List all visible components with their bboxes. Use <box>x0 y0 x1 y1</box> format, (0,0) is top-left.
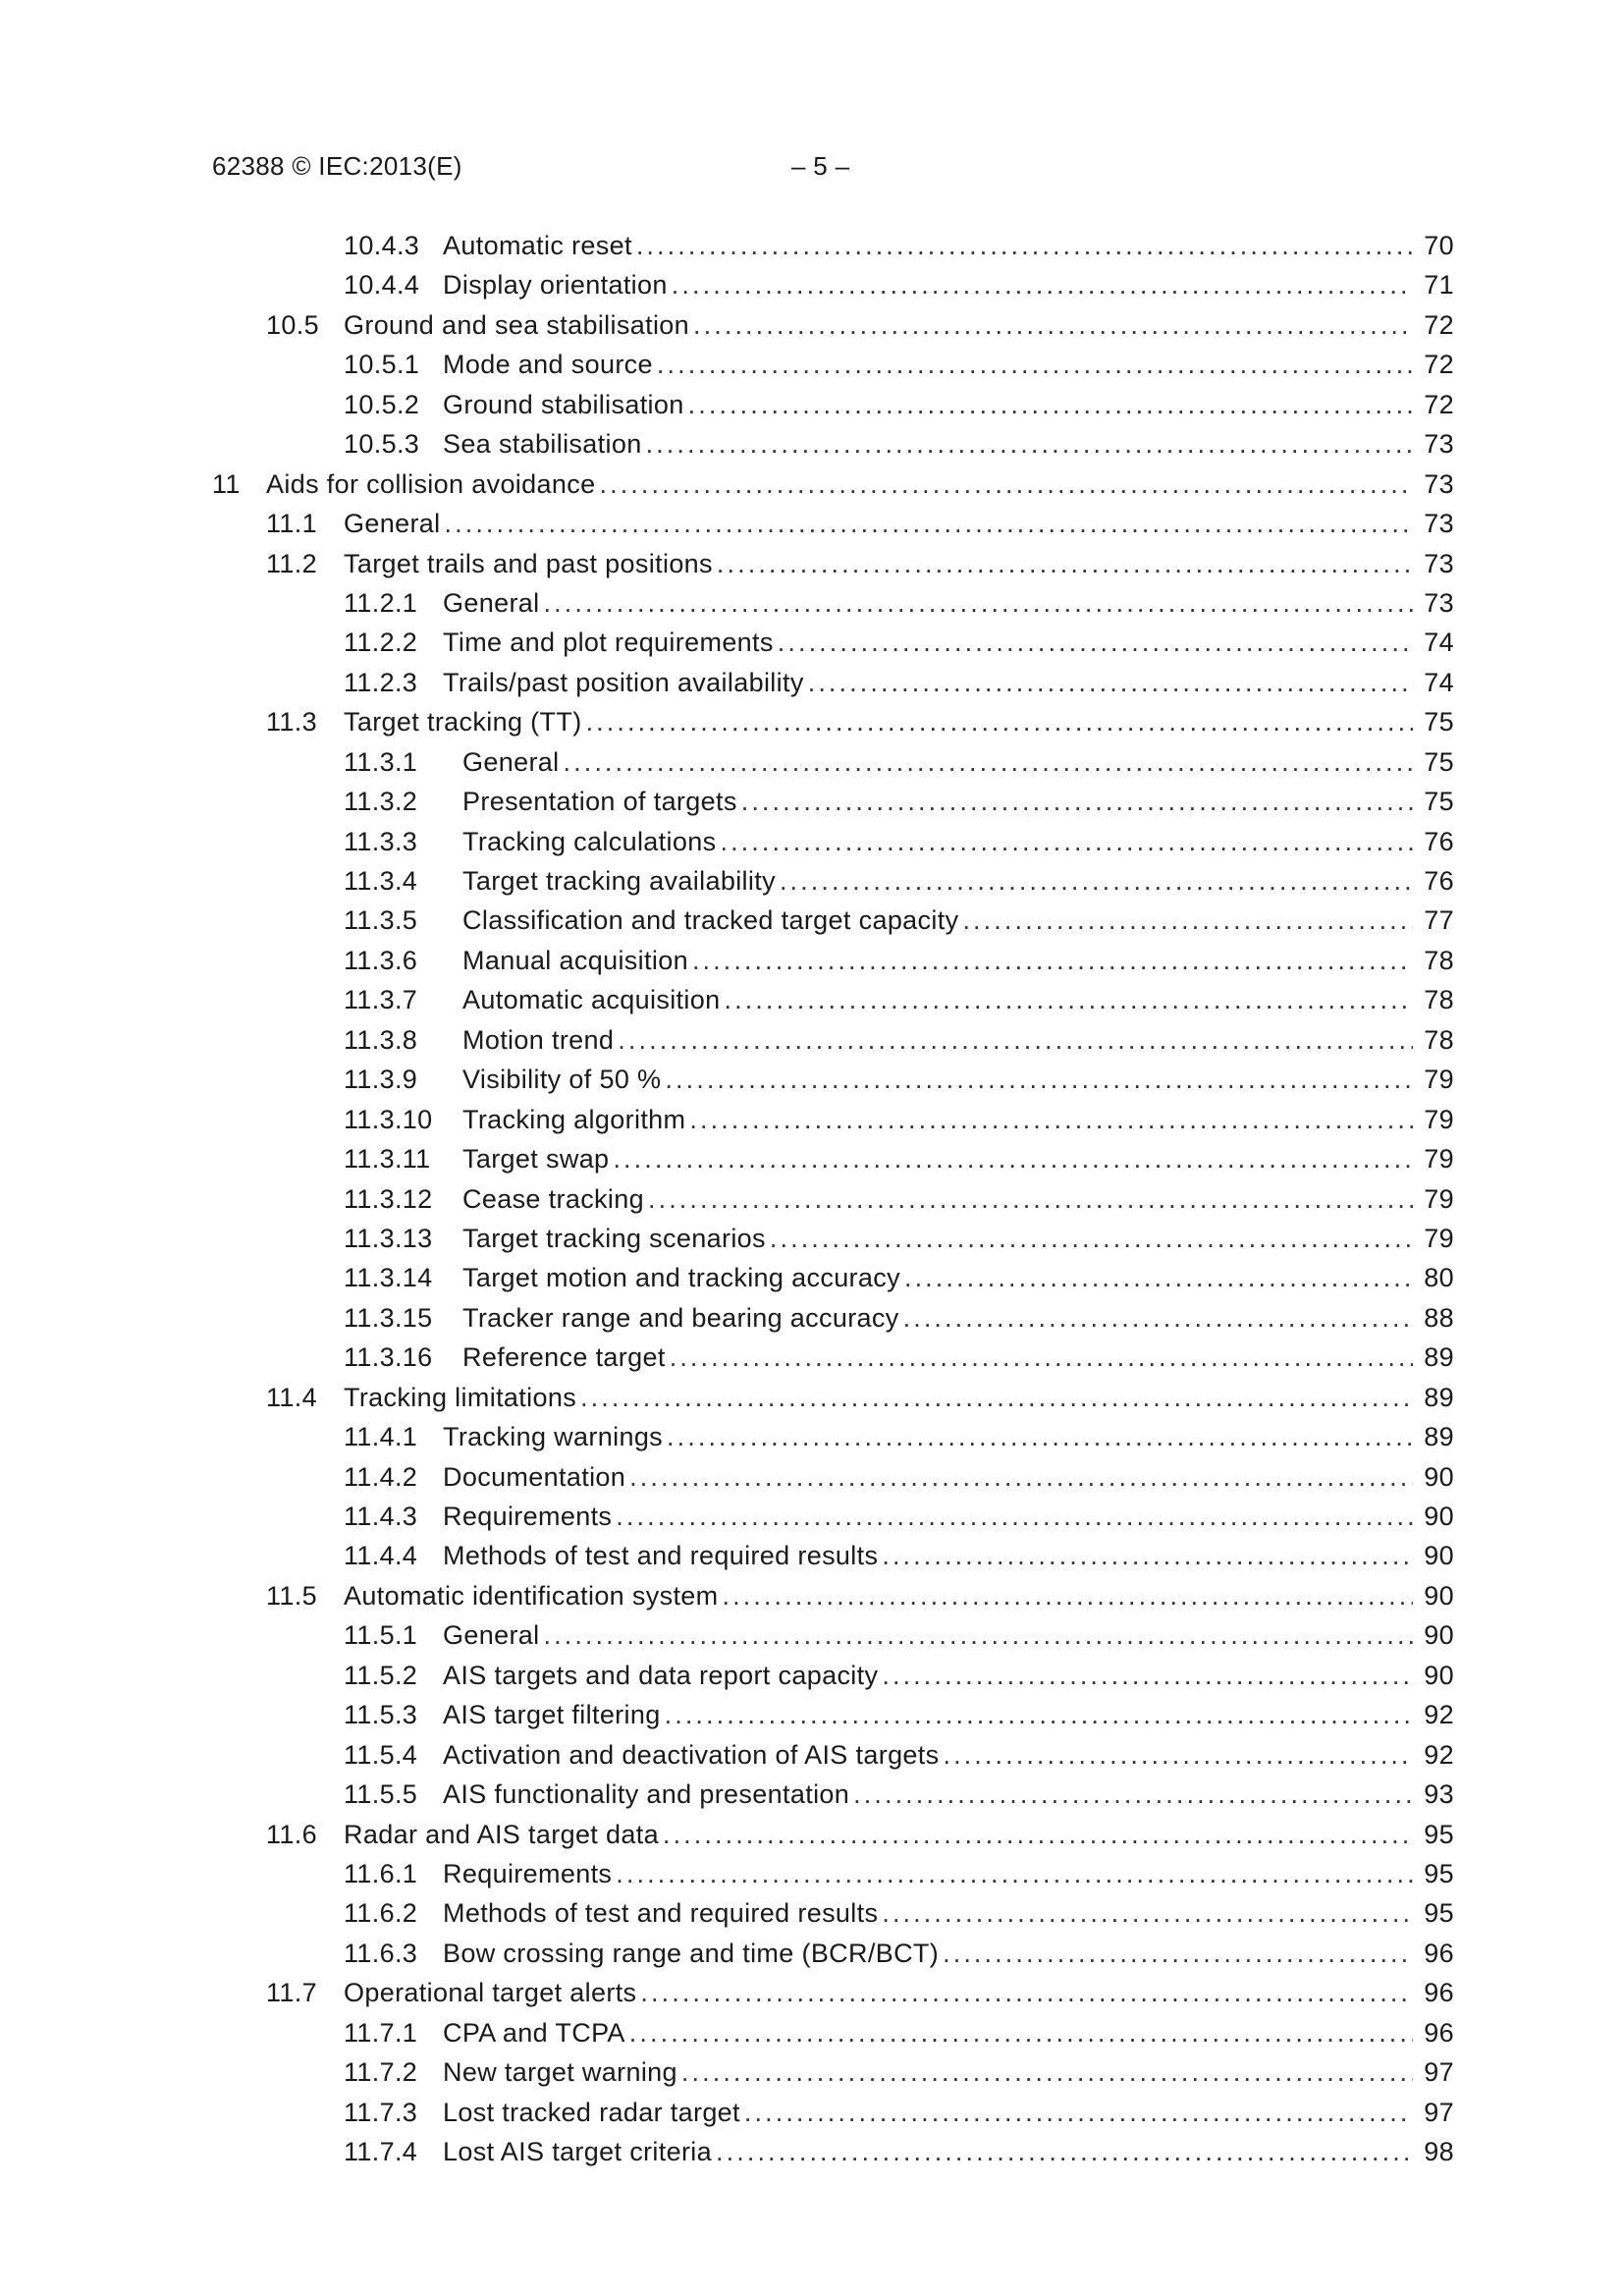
toc-entry-page: 78 <box>1413 980 1454 1019</box>
dot-leader <box>564 742 1413 782</box>
toc-entry-title: New target warning <box>443 2052 681 2092</box>
toc-entry[interactable] <box>212 1893 1454 1933</box>
toc-entry-title: Methods of test and required results <box>443 1536 882 1575</box>
toc-entry-number: 11.3.10 <box>344 1104 433 1134</box>
toc-entry-number: 11.6.2 <box>344 1898 418 1929</box>
toc-entry-number: 10.4.3 <box>344 231 420 260</box>
dot-leader <box>544 1615 1413 1655</box>
dot-leader <box>688 385 1413 424</box>
toc-entry[interactable] <box>212 782 1454 821</box>
dot-leader <box>665 1060 1413 1099</box>
toc-entry-line <box>462 1298 1454 1338</box>
toc-entry-page: 92 <box>1413 1695 1454 1734</box>
toc-entry[interactable] <box>212 424 1454 464</box>
toc-entry-title: Target tracking availability <box>462 861 780 901</box>
toc-entry-line <box>443 226 1454 265</box>
toc-entry-number: 11.3.16 <box>344 1342 433 1373</box>
toc-entry-line <box>443 663 1454 702</box>
toc-entry[interactable] <box>212 544 1454 583</box>
toc-entry-page: 79 <box>1413 1100 1454 1139</box>
toc-entry-number: 11.3.11 <box>344 1144 431 1175</box>
toc-entry-title: Automatic reset <box>443 226 636 265</box>
toc-entry-page: 74 <box>1413 663 1454 702</box>
toc-entry-number: 10.5 <box>266 309 319 340</box>
toc-entry-number: 11.1 <box>266 509 317 539</box>
toc-entry-line <box>443 1417 1454 1456</box>
toc-entry-line <box>443 1457 1454 1497</box>
toc-entry-line <box>344 1973 1454 2012</box>
dot-leader <box>586 702 1413 741</box>
toc-entry-line <box>462 861 1454 901</box>
toc-entry-number: 11.2.2 <box>344 628 418 658</box>
toc-entry-line <box>462 941 1454 980</box>
toc-entry[interactable] <box>212 345 1454 384</box>
toc-entry-title: Requirements <box>443 1854 616 1893</box>
dot-leader <box>580 1378 1413 1417</box>
toc-entry[interactable] <box>212 1695 1454 1734</box>
toc-entry[interactable] <box>212 901 1454 940</box>
toc-entry-page: 89 <box>1413 1417 1454 1456</box>
dot-leader <box>882 1656 1413 1695</box>
toc-entry[interactable] <box>212 702 1454 741</box>
toc-entry-line <box>443 1656 1454 1695</box>
toc-entry-title: Operational target alerts <box>344 1973 640 2012</box>
toc-entry-title: Sea stabilisation <box>443 424 646 464</box>
toc-entry-line <box>344 504 1454 543</box>
toc-entry-page: 73 <box>1413 583 1454 623</box>
toc-entry-page: 96 <box>1413 1934 1454 1973</box>
toc-entry-number: 11.4.1 <box>344 1422 418 1452</box>
toc-entry[interactable] <box>212 1656 1454 1695</box>
toc-entry[interactable] <box>212 1338 1454 1377</box>
dot-leader <box>853 1775 1413 1814</box>
toc-entry-number: 11.7.3 <box>344 2097 418 2127</box>
toc-entry-page: 74 <box>1413 623 1454 662</box>
dot-leader <box>808 663 1413 702</box>
toc-entry-page: 79 <box>1413 1179 1454 1219</box>
toc-entry-page: 90 <box>1413 1576 1454 1615</box>
toc-entry-page: 73 <box>1413 424 1454 464</box>
toc-entry[interactable] <box>212 465 1454 504</box>
toc-entry-title: General <box>443 583 544 623</box>
toc-entry-number: 11.4.4 <box>344 1541 418 1571</box>
toc-entry-title: Tracking algorithm <box>462 1100 689 1139</box>
toc-entry[interactable] <box>212 941 1454 980</box>
toc-entry[interactable] <box>212 1815 1454 1854</box>
dot-leader <box>778 623 1413 662</box>
toc-entry-page: 75 <box>1413 742 1454 782</box>
toc-entry-line <box>344 544 1454 583</box>
toc-entry-page: 88 <box>1413 1298 1454 1338</box>
toc-entry-number: 11.4.2 <box>344 1461 418 1492</box>
toc-entry-number: 11.3.13 <box>344 1223 433 1253</box>
toc-entry[interactable] <box>212 1139 1454 1178</box>
toc-entry[interactable] <box>212 1219 1454 1258</box>
toc-entry-line <box>443 2132 1454 2171</box>
toc-entry-page: 98 <box>1413 2132 1454 2171</box>
dot-leader <box>882 1536 1413 1575</box>
toc-entry-title: General <box>443 1615 544 1655</box>
toc-entry[interactable] <box>212 1298 1454 1338</box>
dot-leader <box>681 2052 1413 2092</box>
dot-leader <box>882 1893 1413 1933</box>
dot-leader <box>636 226 1413 265</box>
toc-entry-title: General <box>462 742 564 782</box>
toc-entry-line <box>462 1020 1454 1060</box>
toc-entry-page: 72 <box>1413 305 1454 345</box>
toc-entry-page: 90 <box>1413 1656 1454 1695</box>
toc-entry-line <box>443 385 1454 424</box>
toc-entry-page: 97 <box>1413 2093 1454 2132</box>
toc-entry-title: Manual acquisition <box>462 941 692 980</box>
toc-entry-page: 77 <box>1413 901 1454 940</box>
toc-entry-page: 71 <box>1413 265 1454 304</box>
dot-leader <box>780 861 1413 901</box>
toc-entry-number: 11.7.1 <box>344 2017 418 2048</box>
toc-entry[interactable] <box>212 1417 1454 1456</box>
toc-entry-page: 90 <box>1413 1536 1454 1575</box>
toc-entry-title: Bow crossing range and time (BCR/BCT) <box>443 1934 943 1973</box>
toc-entry-line <box>443 1934 1454 1973</box>
toc-entry-title: Lost AIS target criteria <box>443 2132 716 2171</box>
toc-entry-page: 80 <box>1413 1258 1454 1297</box>
toc-entry-title: Radar and AIS target data <box>344 1815 663 1854</box>
toc-entry-title: Documentation <box>443 1457 629 1497</box>
toc-entry-line <box>443 1536 1454 1575</box>
toc-entry-line <box>344 1576 1454 1615</box>
dot-leader <box>692 941 1413 980</box>
toc-entry-title: Mode and source <box>443 345 657 384</box>
toc-entry[interactable] <box>212 861 1454 901</box>
toc-entry-number: 11.4.3 <box>344 1502 418 1531</box>
toc-entry[interactable] <box>212 2093 1454 2132</box>
toc-entry-page: 70 <box>1413 226 1454 265</box>
toc-entry-line <box>443 583 1454 623</box>
toc-entry-title: Trails/past position availability <box>443 663 808 702</box>
toc-entry-number: 11.3.3 <box>344 826 418 856</box>
toc-entry-number: 11.3.5 <box>344 905 418 936</box>
toc-entry-line <box>443 2093 1454 2132</box>
toc-entry-page: 90 <box>1413 1497 1454 1536</box>
toc-entry-number: 11.3.9 <box>344 1065 418 1095</box>
toc-entry-title: Requirements <box>443 1497 616 1536</box>
dot-leader <box>648 1179 1413 1219</box>
toc-entry-title: Visibility of 50 % <box>462 1060 665 1099</box>
dot-leader <box>744 2093 1413 2132</box>
toc-entry-title: Tracking warnings <box>443 1417 667 1456</box>
toc-entry[interactable] <box>212 663 1454 702</box>
toc-entry-title: Target trails and past positions <box>344 544 717 583</box>
toc-entry-line <box>462 1219 1454 1258</box>
toc-entry-line <box>344 1815 1454 1854</box>
toc-entry-page: 90 <box>1413 1615 1454 1655</box>
toc-entry[interactable] <box>212 623 1454 662</box>
toc-entry-line <box>443 1893 1454 1933</box>
toc-entry[interactable] <box>212 1100 1454 1139</box>
toc-entry-line <box>443 2013 1454 2052</box>
toc-entry[interactable] <box>212 1536 1454 1575</box>
toc-entry[interactable] <box>212 822 1454 861</box>
toc-entry-line <box>344 702 1454 741</box>
toc-entry-number: 11.2.3 <box>344 667 418 697</box>
toc-entry-number: 11.3.2 <box>344 787 418 817</box>
toc-entry-number: 11.4 <box>266 1382 317 1412</box>
toc-entry-page: 73 <box>1413 465 1454 504</box>
toc-entry[interactable] <box>212 1973 1454 2012</box>
toc-entry-title: Aids for collision avoidance <box>266 465 599 504</box>
toc-entry-line <box>443 1497 1454 1536</box>
toc-entry-page: 78 <box>1413 1020 1454 1060</box>
toc-entry[interactable] <box>212 1735 1454 1775</box>
dot-leader <box>657 345 1413 384</box>
toc-entry-title: CPA and TCPA <box>443 2013 629 2052</box>
toc-entry-line <box>462 782 1454 821</box>
dot-leader <box>613 1139 1413 1178</box>
dot-leader <box>944 1735 1414 1775</box>
dot-leader <box>665 1695 1413 1734</box>
dot-leader <box>599 465 1413 504</box>
toc-entry-title: Lost tracked radar target <box>443 2093 744 2132</box>
toc-entry-page: 76 <box>1413 861 1454 901</box>
toc-entry-line <box>443 1615 1454 1655</box>
toc-entry-page: 97 <box>1413 2052 1454 2092</box>
toc-entry-title: AIS functionality and presentation <box>443 1775 853 1814</box>
toc-entry-line <box>462 901 1454 940</box>
table-of-contents <box>212 226 1454 2171</box>
toc-entry-page: 73 <box>1413 544 1454 583</box>
toc-entry-number: 11 <box>212 468 241 499</box>
toc-entry-title: Tracker range and bearing accuracy <box>462 1298 903 1338</box>
toc-entry-number: 11.3.14 <box>344 1263 433 1293</box>
toc-entry-number: 11.6.3 <box>344 1938 418 1968</box>
dot-leader <box>670 1338 1413 1377</box>
toc-entry-title: Target swap <box>462 1139 613 1178</box>
toc-entry[interactable] <box>212 1020 1454 1060</box>
toc-entry-page: 72 <box>1413 385 1454 424</box>
toc-entry[interactable] <box>212 2013 1454 2052</box>
toc-entry-page: 92 <box>1413 1735 1454 1775</box>
toc-entry-line <box>462 1060 1454 1099</box>
toc-entry-title: Target tracking scenarios <box>462 1219 770 1258</box>
toc-entry-line <box>443 2052 1454 2092</box>
dot-leader <box>716 2132 1413 2171</box>
dot-leader <box>770 1219 1413 1258</box>
toc-entry-title: Presentation of targets <box>462 782 741 821</box>
toc-entry-line <box>344 305 1454 345</box>
dot-leader <box>724 980 1413 1019</box>
toc-entry-title: Ground and sea stabilisation <box>344 305 693 345</box>
toc-entry[interactable] <box>212 265 1454 304</box>
toc-entry[interactable] <box>212 742 1454 782</box>
toc-entry-title: Automatic identification system <box>344 1576 723 1615</box>
dot-leader <box>618 1020 1413 1060</box>
toc-entry[interactable] <box>212 1497 1454 1536</box>
toc-entry-line <box>462 822 1454 861</box>
dot-leader <box>903 1298 1413 1338</box>
toc-entry-number: 11.2.1 <box>344 587 418 618</box>
dot-leader <box>723 1576 1413 1615</box>
dot-leader <box>629 1457 1413 1497</box>
toc-entry[interactable] <box>212 980 1454 1019</box>
dot-leader <box>629 2013 1413 2052</box>
toc-entry-page: 96 <box>1413 2013 1454 2052</box>
dot-leader <box>672 265 1413 304</box>
toc-entry-page: 93 <box>1413 1775 1454 1814</box>
toc-entry-line <box>462 1100 1454 1139</box>
toc-entry[interactable] <box>212 504 1454 543</box>
toc-entry-page: 89 <box>1413 1338 1454 1377</box>
toc-entry-line <box>462 980 1454 1019</box>
toc-entry-number: 11.5.3 <box>344 1700 418 1730</box>
toc-entry-title: Motion trend <box>462 1020 618 1060</box>
toc-entry-title: General <box>344 504 445 543</box>
page-header <box>212 151 1411 187</box>
dot-leader <box>693 305 1413 345</box>
toc-entry[interactable] <box>212 385 1454 424</box>
toc-entry-title: Time and plot requirements <box>443 623 778 662</box>
toc-entry-number: 11.5.4 <box>344 1739 418 1770</box>
toc-entry-page: 75 <box>1413 702 1454 741</box>
toc-entry-number: 11.5 <box>266 1580 317 1611</box>
toc-entry[interactable] <box>212 1258 1454 1297</box>
toc-entry-page: 76 <box>1413 822 1454 861</box>
toc-entry-number: 11.2 <box>266 548 317 578</box>
toc-entry-line <box>443 424 1454 464</box>
toc-entry-number: 11.5.1 <box>344 1620 418 1651</box>
toc-entry-page: 72 <box>1413 345 1454 384</box>
page-number: – 5 – <box>791 151 850 181</box>
toc-entry-title: Target tracking (TT) <box>344 702 586 741</box>
toc-entry-line <box>462 1258 1454 1297</box>
dot-leader <box>640 1973 1413 2012</box>
toc-entry-title: Automatic acquisition <box>462 980 724 1019</box>
toc-entry-line <box>443 345 1454 384</box>
toc-entry-title: Cease tracking <box>462 1179 648 1219</box>
toc-entry-page: 90 <box>1413 1457 1454 1497</box>
toc-entry-line <box>443 1735 1454 1775</box>
toc-entry-title: Activation and deactivation of AIS targets <box>443 1735 944 1775</box>
toc-entry-page: 75 <box>1413 782 1454 821</box>
toc-entry[interactable] <box>212 2052 1454 2092</box>
toc-entry[interactable] <box>212 1615 1454 1655</box>
toc-entry-title: Display orientation <box>443 265 672 304</box>
toc-entry[interactable] <box>212 1060 1454 1099</box>
toc-entry-line <box>462 1338 1454 1377</box>
dot-leader <box>445 504 1413 543</box>
toc-entry[interactable] <box>212 1378 1454 1417</box>
toc-entry-line <box>344 1378 1454 1417</box>
toc-entry-number: 11.3.8 <box>344 1024 418 1055</box>
toc-entry[interactable] <box>212 2132 1454 2171</box>
dot-leader <box>667 1417 1413 1456</box>
toc-entry-page: 79 <box>1413 1139 1454 1178</box>
toc-entry-title: Target motion and tracking accuracy <box>462 1258 904 1297</box>
toc-entry-title: Methods of test and required results <box>443 1893 882 1933</box>
toc-entry-number: 11.3.1 <box>344 746 418 777</box>
toc-entry-line <box>266 465 1454 504</box>
toc-entry-number: 11.7.2 <box>344 2057 418 2088</box>
toc-entry-number: 11.3.6 <box>344 945 418 975</box>
toc-entry-number: 10.5.1 <box>344 350 420 380</box>
toc-entry-number: 11.3.4 <box>344 866 418 896</box>
toc-entry-title: Tracking calculations <box>462 822 720 861</box>
toc-entry-number: 10.5.2 <box>344 389 420 419</box>
toc-entry-number: 11.6 <box>266 1819 317 1849</box>
toc-entry-number: 11.3 <box>266 707 317 738</box>
dot-leader <box>717 544 1413 583</box>
toc-entry[interactable] <box>212 226 1454 265</box>
dot-leader <box>663 1815 1413 1854</box>
dot-leader <box>741 782 1413 821</box>
dot-leader <box>904 1258 1413 1297</box>
toc-entry-title: Tracking limitations <box>344 1378 580 1417</box>
dot-leader <box>962 901 1413 940</box>
toc-entry-number: 10.5.3 <box>344 429 420 460</box>
toc-entry[interactable] <box>212 1934 1454 1973</box>
dot-leader <box>544 583 1413 623</box>
toc-entry-page: 78 <box>1413 941 1454 980</box>
toc-entry-title: AIS targets and data report capacity <box>443 1656 882 1695</box>
dot-leader <box>616 1497 1413 1536</box>
toc-entry-number: 11.7.4 <box>344 2137 418 2166</box>
toc-entry-number: 11.3.15 <box>344 1302 433 1333</box>
toc-entry-number: 11.5.2 <box>344 1660 418 1690</box>
toc-entry-page: 96 <box>1413 1973 1454 2012</box>
toc-entry-number: 11.3.12 <box>344 1183 433 1214</box>
toc-entry-title: AIS target filtering <box>443 1695 665 1734</box>
dot-leader <box>720 822 1413 861</box>
toc-entry-line <box>443 1695 1454 1734</box>
toc-entry-page: 95 <box>1413 1854 1454 1893</box>
toc-entry-line <box>443 1775 1454 1814</box>
toc-entry-number: 11.6.1 <box>344 1858 418 1888</box>
toc-entry-number: 11.3.7 <box>344 985 418 1015</box>
toc-entry-line <box>443 1854 1454 1893</box>
dot-leader <box>616 1854 1413 1893</box>
toc-entry[interactable] <box>212 1179 1454 1219</box>
toc-entry-title: Classification and tracked target capacity <box>462 901 962 940</box>
toc-entry-title: Ground stabilisation <box>443 385 688 424</box>
toc-entry-title: Reference target <box>462 1338 670 1377</box>
toc-entry-line <box>462 742 1454 782</box>
toc-entry-page: 73 <box>1413 504 1454 543</box>
toc-entry[interactable] <box>212 1775 1454 1814</box>
document-reference: 62388 © IEC:2013(E) <box>212 151 462 181</box>
toc-entry[interactable] <box>212 305 1454 345</box>
toc-entry-page: 95 <box>1413 1893 1454 1933</box>
toc-entry[interactable] <box>212 583 1454 623</box>
toc-entry[interactable] <box>212 1854 1454 1893</box>
toc-entry-line <box>443 265 1454 304</box>
toc-entry[interactable] <box>212 1576 1454 1615</box>
toc-entry-page: 89 <box>1413 1378 1454 1417</box>
toc-entry-line <box>462 1139 1454 1178</box>
toc-entry-line <box>443 623 1454 662</box>
toc-entry-page: 95 <box>1413 1815 1454 1854</box>
toc-entry-page: 79 <box>1413 1219 1454 1258</box>
dot-leader <box>689 1100 1413 1139</box>
toc-entry-number: 11.7 <box>266 1978 317 2008</box>
toc-entry-number: 10.4.4 <box>344 270 420 301</box>
dot-leader <box>646 424 1413 464</box>
toc-entry-page: 79 <box>1413 1060 1454 1099</box>
toc-entry-number: 11.5.5 <box>344 1779 418 1810</box>
dot-leader <box>943 1934 1413 1973</box>
toc-entry[interactable] <box>212 1457 1454 1497</box>
toc-entry-line <box>462 1179 1454 1219</box>
